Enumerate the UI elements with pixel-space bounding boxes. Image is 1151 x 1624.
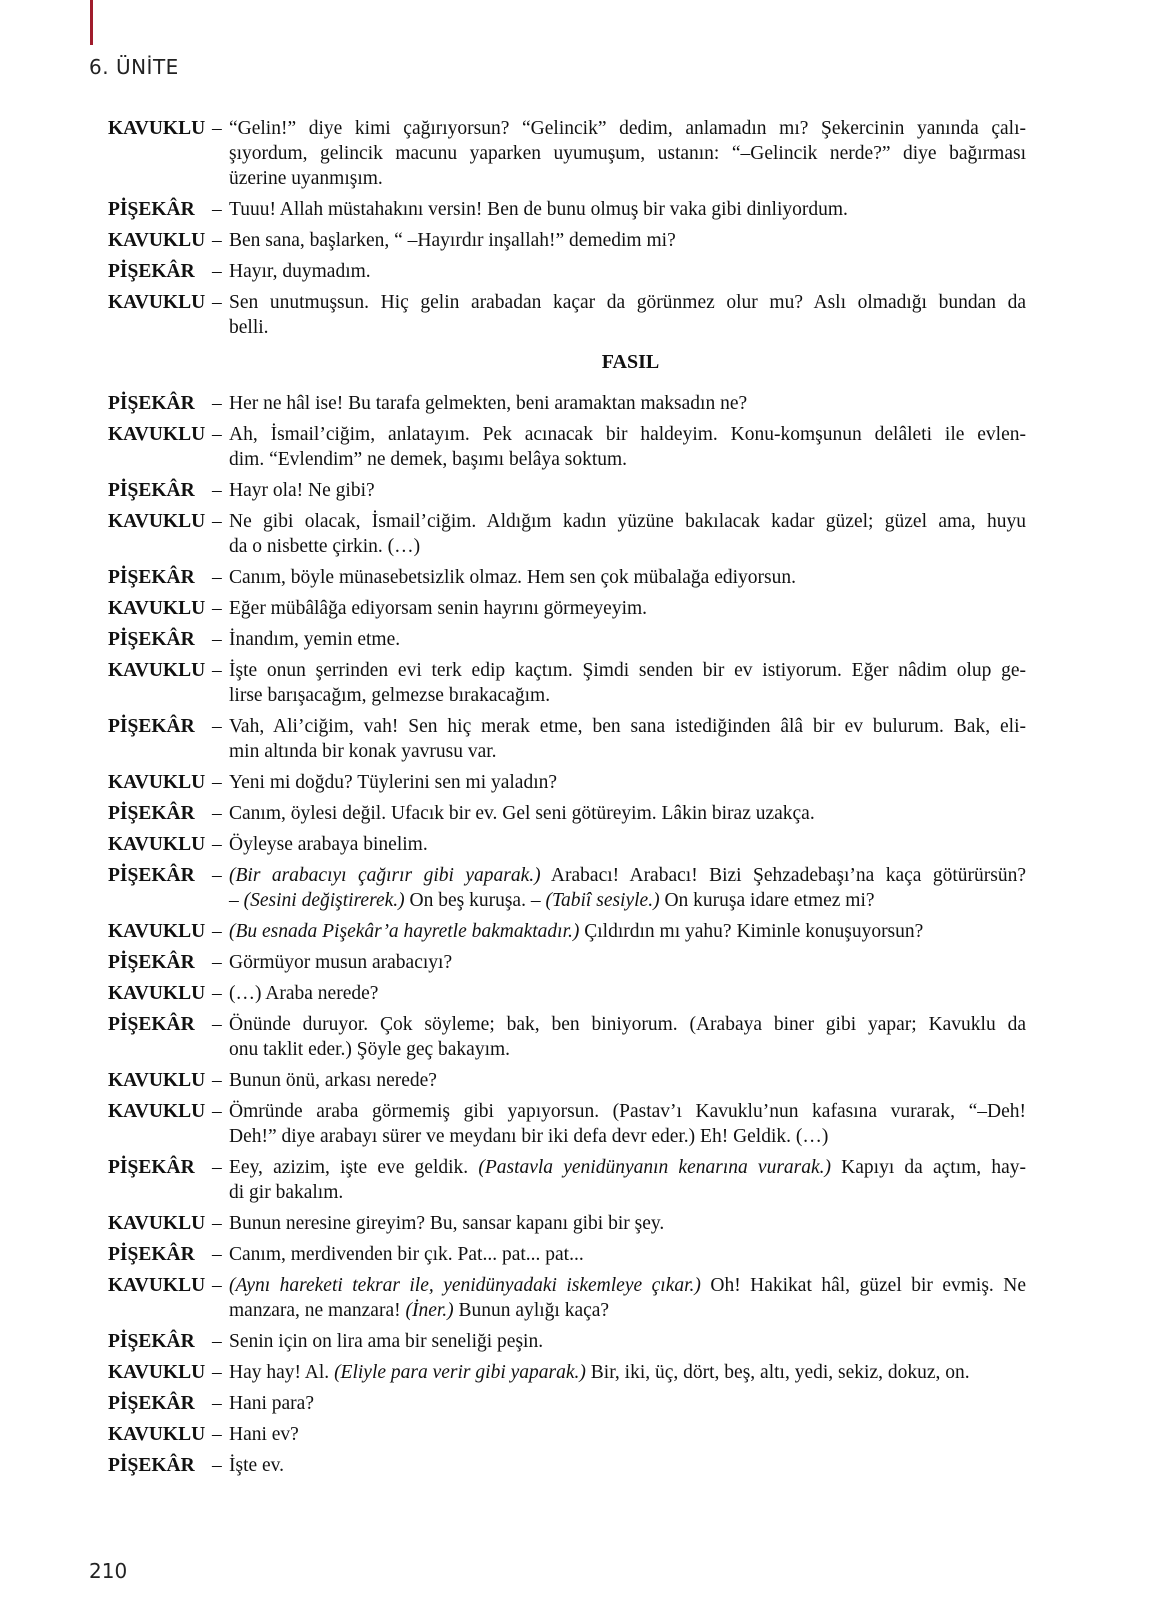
dialogue-entry [0, 1012, 1151, 1062]
speaker-name: KAVUKLU [108, 921, 206, 942]
dialogue-text: lirse barışacağım, gelmezse bırakacağım. [229, 685, 551, 706]
dialogue-text: Ah, İsmail’ciğim, anlatayım. Pek acınacak bir haldeyim. Konu-komşunun delâleti ile evlen- [229, 424, 1026, 445]
dialogue-line [0, 1124, 1151, 1149]
dialogue-text: Önünde duruyor. Çok söyleme; bak, ben biniyorum. (Arabaya biner gibi yapar; Kavuklu da [229, 1014, 1026, 1035]
speaker-name: KAVUKLU [108, 1424, 206, 1445]
dialogue-entry [0, 228, 1151, 253]
dialogue-dash: – [212, 480, 222, 501]
dialogue-line [0, 832, 1151, 857]
dialogue-line [0, 534, 1151, 559]
dialogue-dash: – [212, 424, 222, 445]
speaker-name: PİŞEKÂR [108, 199, 195, 220]
dialogue-dash: – [212, 629, 222, 650]
dialogue-line [0, 1360, 1151, 1385]
dialogue-line [0, 166, 1151, 191]
dialogue-text: “Gelin!” diye kimi çağırıyorsun? “Gelincik” dedim, anlamadın mı? Şekercinin yanında çalı- [229, 118, 1026, 139]
speaker-name: KAVUKLU [108, 424, 206, 445]
dialogue-text: Hani para? [229, 1393, 314, 1414]
dialogue-entry [0, 1391, 1151, 1416]
dialogue-text: Senin için on lira ama bir seneliği peşin. [229, 1331, 544, 1352]
dialogue-entry [0, 919, 1151, 944]
dialogue-line [0, 315, 1151, 340]
speaker-name: KAVUKLU [108, 1070, 206, 1091]
dialogue-dash: – [212, 772, 222, 793]
dialogue-entry [0, 981, 1151, 1006]
dialogue-text: Hayır, duymadım. [229, 261, 371, 282]
dialogue-text: İşte ev. [229, 1455, 285, 1476]
dialogue-dash: – [212, 1275, 222, 1296]
dialogue-dash: – [212, 716, 222, 737]
speaker-name: PİŞEKÂR [108, 1014, 195, 1035]
dialogue-text: Hay hay! Al. (Eliyle para verir gibi yaparak.) Bir, iki, üç, dört, beş, altı, yedi, sekiz, dokuz, on. [229, 1362, 970, 1383]
dialogue-line [0, 1180, 1151, 1205]
speaker-name: PİŞEKÂR [108, 1393, 195, 1414]
dialogue-line [0, 1273, 1151, 1298]
dialogue-text: (…) Araba nerede? [229, 983, 379, 1004]
dialogue-dash: – [212, 1070, 222, 1091]
speaker-name: PİŞEKÂR [108, 1455, 195, 1476]
dialogue-entry [0, 596, 1151, 621]
stage-direction: (Bir arabacıyı çağırır gibi yaparak.) [229, 865, 541, 886]
dialogue-line [0, 1453, 1151, 1478]
speaker-name: KAVUKLU [108, 118, 206, 139]
dialogue-entry [0, 478, 1151, 503]
dialogue-entry [0, 1329, 1151, 1354]
dialogue-text: Görmüyor musun arabacıyı? [229, 952, 453, 973]
dialogue-text: manzara, ne manzara! (İner.) Bunun aylığı kaça? [229, 1300, 610, 1321]
dialogue-text: Eğer mübâlâğa ediyorsam senin hayrını görmeyeyim. [229, 598, 648, 619]
dialogue-line [0, 141, 1151, 166]
stage-direction: (Eliyle para verir gibi yaparak.) [334, 1362, 586, 1383]
dialogue-line [0, 919, 1151, 944]
dialogue-text: Canım, merdivenden bir çık. Pat... pat... pat... [229, 1244, 584, 1265]
dialogue-text: Öyleyse arabaya binelim. [229, 834, 428, 855]
dialogue-line [0, 658, 1151, 683]
dialogue-text: min altında bir konak yavrusu var. [229, 741, 497, 762]
dialogue-entry [0, 1242, 1151, 1267]
dialogue-text: onu taklit eder.) Şöyle geç bakayım. [229, 1039, 511, 1060]
dialogue-line [0, 197, 1151, 222]
dialogue-text: (Bu esnada Pişekâr’a hayretle bakmaktadır.) Çıldırdın mı yahu? Kiminle konuşuyorsun? [229, 921, 924, 942]
speaker-name: PİŞEKÂR [108, 952, 195, 973]
dialogue-dash: – [212, 1101, 222, 1122]
stage-direction: (Aynı hareketi tekrar ile, yenidünyadaki iskemleye çıkar.) [229, 1275, 701, 1296]
dialogue-text: (Bir arabacıyı çağırır gibi yaparak.) Arabacı! Arabacı! Bizi Şehzadebaşı’na kaça götürürsün? [229, 865, 1026, 886]
dialogue-line [0, 770, 1151, 795]
speaker-name: PİŞEKÂR [108, 629, 195, 650]
dialogue-dash: – [212, 1244, 222, 1265]
dialogue-entry [0, 714, 1151, 764]
dialogue-dash: – [212, 567, 222, 588]
dialogue-entry [0, 509, 1151, 559]
speaker-name: PİŞEKÂR [108, 393, 195, 414]
dialogue-line [0, 228, 1151, 253]
speaker-name: KAVUKLU [108, 292, 206, 313]
stage-direction: (İner.) [405, 1300, 454, 1321]
dialogue-dash: – [212, 834, 222, 855]
speaker-name: KAVUKLU [108, 1213, 206, 1234]
dialogue-entry [0, 627, 1151, 652]
speaker-name: KAVUKLU [108, 598, 206, 619]
dialogue-line [0, 1211, 1151, 1236]
stage-direction: (Sesini değiştirerek.) [243, 890, 405, 911]
dialogue-dash: – [212, 292, 222, 313]
speaker-name: KAVUKLU [108, 1101, 206, 1122]
dialogue-text: İnandım, yemin etme. [229, 629, 401, 650]
dialogue-dash: – [212, 921, 222, 942]
dialogue-entry [0, 863, 1151, 913]
dialogue-dash: – [212, 1393, 222, 1414]
dialogue-text: Tuuu! Allah müstahakını versin! Ben de bunu olmuş bir vaka gibi dinliyordum. [229, 199, 848, 220]
dialogue-line [0, 888, 1151, 913]
page-number: 210 [89, 1559, 128, 1583]
dialogue-entry [0, 1099, 1151, 1149]
dialogue-entry [0, 391, 1151, 416]
dialogue-line [0, 259, 1151, 284]
dialogue-entry [0, 950, 1151, 975]
dialogue-text: Canım, öylesi değil. Ufacık bir ev. Gel seni götüreyim. Lâkin biraz uzakça. [229, 803, 815, 824]
dialogue-text: Yeni mi doğdu? Tüylerini sen mi yaladın? [229, 772, 558, 793]
dialogue-line [0, 1242, 1151, 1267]
dialogue-text: Ömründe araba görmemiş gibi yapıyorsun. (Pastav’ı Kavuklu’nun kafasına vurarak, “–Deh! [229, 1101, 1026, 1122]
dialogue-dash: – [212, 393, 222, 414]
dialogue-text: da o nisbette çirkin. (…) [229, 536, 421, 557]
dialogue-line [0, 1037, 1151, 1062]
dialogue-text: üzerine uyanmışım. [229, 168, 383, 189]
dialogue-dash: – [212, 1213, 222, 1234]
dialogue-text: Hani ev? [229, 1424, 299, 1445]
speaker-name: PİŞEKÂR [108, 1157, 195, 1178]
dialogue-dash: – [212, 511, 222, 532]
dialogue-text: Ben sana, başlarken, “ –Hayırdır inşallah!” demedim mi? [229, 230, 676, 251]
dialogue-entry [0, 1273, 1151, 1323]
dialogue-entry [0, 801, 1151, 826]
speaker-name: PİŞEKÂR [108, 1244, 195, 1265]
speaker-name: PİŞEKÂR [108, 567, 195, 588]
dialogue-line [0, 1068, 1151, 1093]
dialogue-text: Deh!” diye arabayı sürer ve meydanı bir iki defa devr eder.) Eh! Geldik. (…) [229, 1126, 829, 1147]
dialogue-line [0, 1012, 1151, 1037]
dialogue-text: Bunun önü, arkası nerede? [229, 1070, 437, 1091]
dialogue-dash: – [212, 1331, 222, 1352]
speaker-name: PİŞEKÂR [108, 1331, 195, 1352]
dialogue-line [0, 391, 1151, 416]
dialogue-text: Sen unutmuşsun. Hiç gelin arabadan kaçar da görünmez olur mu? Aslı olmadığı bundan da [229, 292, 1026, 313]
dialogue-dash: – [212, 1157, 222, 1178]
dialogue-text: di gir bakalım. [229, 1182, 344, 1203]
dialogue-dash: – [212, 199, 222, 220]
dialogue-line [0, 422, 1151, 447]
dialogue-dash: – [212, 1455, 222, 1476]
dialogue-text: Ne gibi olacak, İsmail’ciğim. Aldığım kadın yüzüne bakılacak kadar güzel; güzel ama, huyu [229, 511, 1026, 532]
speaker-name: KAVUKLU [108, 660, 206, 681]
dialogue-entry [0, 1422, 1151, 1447]
dialogue-entry [0, 290, 1151, 340]
dialogue-entry [0, 1068, 1151, 1093]
dialogue-line [0, 596, 1151, 621]
speaker-name: KAVUKLU [108, 230, 206, 251]
section-heading: FASIL [601, 351, 660, 373]
speaker-name: PİŞEKÂR [108, 261, 195, 282]
dialogue-text: Bunun neresine gireyim? Bu, sansar kapanı gibi bir şey. [229, 1213, 665, 1234]
speaker-name: KAVUKLU [108, 983, 206, 1004]
dialogue-dash: – [212, 952, 222, 973]
dialogue-dash: – [212, 118, 222, 139]
dialogue-text: Hayr ola! Ne gibi? [229, 480, 375, 501]
dialogue-line [0, 981, 1151, 1006]
speaker-name: KAVUKLU [108, 511, 206, 532]
speaker-name: KAVUKLU [108, 1362, 206, 1383]
dialogue-entry [0, 259, 1151, 284]
dialogue-entry [0, 422, 1151, 472]
dialogue-text: Her ne hâl ise! Bu tarafa gelmekten, beni aramaktan maksadın ne? [229, 393, 748, 414]
dialogue-dash: – [212, 865, 222, 886]
dialogue-entry [0, 770, 1151, 795]
dialogue-text: (Aynı hareketi tekrar ile, yenidünyadaki iskemleye çıkar.) Oh! Hakikat hâl, güzel bir evmiş. Ne [229, 1275, 1026, 1296]
dialogue-line [0, 1298, 1151, 1323]
dialogue-dash: – [212, 261, 222, 282]
dialogue-entry [0, 116, 1151, 191]
dialogue-dash: – [212, 1362, 222, 1383]
dialogue-dash: – [212, 803, 222, 824]
dialogue-line [0, 447, 1151, 472]
dialogue-line [0, 801, 1151, 826]
dialogue-text: Canım, böyle münasebetsizlik olmaz. Hem sen çok mübalağa ediyorsun. [229, 567, 796, 588]
dialogue-text: şıyordum, gelincik macunu yaparken uyumuşum, ustanın: “–Gelincik nerde?” diye bağırması [229, 143, 1026, 164]
dialogue-text: – (Sesini değiştirerek.) On beş kuruşa. – (Tabiî sesiyle.) On kuruşa idare etmez mi? [229, 890, 875, 911]
dialogue-line [0, 1422, 1151, 1447]
speaker-name: KAVUKLU [108, 1275, 206, 1296]
dialogue-line [0, 565, 1151, 590]
dialogue-line [0, 478, 1151, 503]
dialogue-line [0, 290, 1151, 315]
dialogue-text: belli. [229, 317, 269, 338]
dialogue-dash: – [212, 983, 222, 1004]
dialogue-entry [0, 565, 1151, 590]
dialogue-dash: – [212, 660, 222, 681]
speaker-name: PİŞEKÂR [108, 480, 195, 501]
stage-direction: (Bu esnada Pişekâr’a hayretle bakmaktadır.) [229, 921, 580, 942]
dialogue-line [0, 627, 1151, 652]
dialogue-entry [0, 832, 1151, 857]
dialogue-text: Vah, Ali’ciğim, vah! Sen hiç merak etme, ben sana istediğinden âlâ bir ev bulurum. Bak, eli- [229, 716, 1026, 737]
dialogue-entry [0, 1155, 1151, 1205]
speaker-name: PİŞEKÂR [108, 865, 195, 886]
margin-rule [90, 0, 93, 45]
unit-label: 6. ÜNİTE [89, 55, 179, 79]
dialogue-entry [0, 197, 1151, 222]
stage-direction: (Tabiî sesiyle.) [545, 890, 660, 911]
dialogue-content [0, 116, 1151, 1478]
dialogue-line [0, 1155, 1151, 1180]
dialogue-line [0, 509, 1151, 534]
dialogue-text: dim. “Evlendim” ne demek, başımı belâya soktum. [229, 449, 628, 470]
dialogue-dash: – [212, 598, 222, 619]
speaker-name: KAVUKLU [108, 834, 206, 855]
dialogue-line [0, 950, 1151, 975]
dialogue-dash: – [212, 230, 222, 251]
stage-direction: (Pastavla yenidünyanın kenarına vurarak.) [478, 1157, 832, 1178]
dialogue-text: Eey, azizim, işte eve geldik. (Pastavla yenidünyanın kenarına vurarak.) Kapıyı da açtım, hay- [229, 1157, 1026, 1178]
dialogue-text: İşte onun şerrinden evi terk edip kaçtım. Şimdi senden bir ev istiyorum. Eğer nâdim olup ge- [229, 660, 1026, 681]
dialogue-line [0, 1329, 1151, 1354]
speaker-name: PİŞEKÂR [108, 716, 195, 737]
dialogue-block-after [0, 391, 1151, 1478]
dialogue-line [0, 683, 1151, 708]
dialogue-entry [0, 658, 1151, 708]
dialogue-line [0, 1391, 1151, 1416]
dialogue-entry [0, 1360, 1151, 1385]
dialogue-entry [0, 1453, 1151, 1478]
dialogue-line [0, 863, 1151, 888]
speaker-name: KAVUKLU [108, 772, 206, 793]
dialogue-dash: – [212, 1424, 222, 1445]
dialogue-line [0, 116, 1151, 141]
dialogue-line [0, 714, 1151, 739]
dialogue-block-before [0, 116, 1151, 340]
dialogue-entry [0, 1211, 1151, 1236]
speaker-name: PİŞEKÂR [108, 803, 195, 824]
dialogue-line [0, 739, 1151, 764]
dialogue-line [0, 1099, 1151, 1124]
dialogue-dash: – [212, 1014, 222, 1035]
